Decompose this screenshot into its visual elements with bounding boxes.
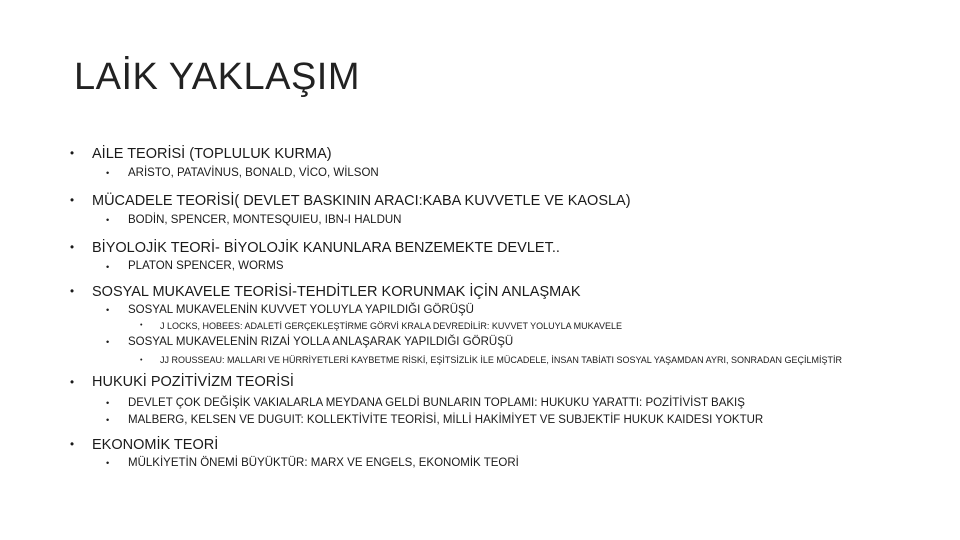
bullet-icon: • <box>140 354 143 364</box>
bullet-icon: • <box>70 285 75 299</box>
bullet-text: AİLE TEORİSİ (TOPLULUK KURMA) <box>92 146 332 162</box>
bullet-icon: • <box>70 147 75 161</box>
sub-bullet-item <box>106 457 940 470</box>
sub-sub-bullet-item <box>140 321 940 331</box>
bullet-icon: • <box>106 261 110 272</box>
bullet-text: HUKUKİ POZİTİVİZM TEORİSİ <box>92 374 294 391</box>
bullet-icon: • <box>106 415 110 426</box>
bullet-icon: • <box>106 337 110 347</box>
bullet-text: MALBERG, KELSEN VE DUGUIT: KOLLEKTİVİTE TEORİSİ, MİLLİ HAKİMİYET VE SUBJEKTİF HUKUK KAIDESI YOKTUR <box>128 414 764 427</box>
bullet-item <box>70 193 940 210</box>
bullet-icon: • <box>70 437 75 451</box>
sub-bullet-item <box>106 304 940 317</box>
bullet-icon: • <box>106 305 110 316</box>
sub-bullet-item <box>106 397 940 410</box>
bullet-icon: • <box>106 458 110 469</box>
sub-sub-bullet-item <box>140 355 850 365</box>
bullet-text: SOSYAL MUKAVELENİN KUVVET YOLUYLA YAPILDIĞI GÖRÜŞÜ <box>128 304 474 317</box>
bullet-text: ARİSTO, PATAVİNUS, BONALD, VİCO, WİLSON <box>128 166 379 179</box>
sub-bullet-item <box>106 167 940 180</box>
bullet-icon: • <box>140 320 143 330</box>
bullet-item <box>70 240 940 257</box>
bullet-text: BODİN, SPENCER, MONTESQUIEU, IBN-I HALDUN <box>128 213 402 226</box>
bullet-text: JJ ROUSSEAU: MALLARI VE HÜRRİYETLERİ KAYBETME RİSKİ, EŞİTSİZLİK İLE MÜCADELE, İNSAN TABİATI SOSYAL YAŞAMDAN AYRI, SONRADAN GEÇİLMİŞTİR <box>160 355 842 366</box>
bullet-icon: • <box>70 241 75 255</box>
bullet-item <box>70 284 940 301</box>
bullet-text: SOSYAL MUKAVELE TEORİSİ-TEHDİTLER KORUNMAK İÇİN ANLAŞMAK <box>92 283 581 300</box>
bullet-list <box>70 146 940 470</box>
bullet-text: MÜCADELE TEORİSİ( DEVLET BASKININ ARACI:KABA KUVVETLE VE KAOSLA) <box>92 192 631 209</box>
sub-bullet-item <box>106 260 940 273</box>
bullet-text: PLATON SPENCER, WORMS <box>128 260 284 273</box>
sub-bullet-item <box>106 336 940 349</box>
bullet-text: BİYOLOJİK TEORİ- BİYOLOJİK KANUNLARA BENZEMEKTE DEVLET.. <box>92 239 560 256</box>
bullet-icon: • <box>106 398 110 409</box>
bullet-text: DEVLET ÇOK DEĞİŞİK VAKIALARLA MEYDANA GELDİ BUNLARIN TOPLAMI: HUKUKU YARATTI: POZİTİVİST BAKIŞ <box>128 397 745 410</box>
bullet-icon: • <box>106 214 110 225</box>
bullet-icon: • <box>70 375 75 389</box>
bullet-icon: • <box>70 194 75 208</box>
bullet-item <box>70 437 940 454</box>
bullet-icon: • <box>106 167 110 178</box>
bullet-text: MÜLKİYETİN ÖNEMİ BÜYÜKTÜR: MARX VE ENGELS, EKONOMİK TEORİ <box>128 457 519 470</box>
bullet-item <box>70 146 940 163</box>
bullet-text: J LOCKS, HOBEES: ADALETİ GERÇEKLEŞTİRME GÖRVİ KRALA DEVREDİLİR: KUVVET YOLUYLA MUKAVELE <box>160 320 622 331</box>
sub-bullet-item <box>106 214 940 227</box>
slide-title: LAİK YAKLAŞIM <box>74 56 361 98</box>
bullet-text: SOSYAL MUKAVELENİN RIZAİ YOLLA ANLAŞARAK YAPILDIĞI GÖRÜŞÜ <box>128 335 514 348</box>
bullet-item <box>70 374 940 391</box>
sub-bullet-item <box>106 414 940 427</box>
bullet-text: EKONOMİK TEORİ <box>92 436 219 453</box>
